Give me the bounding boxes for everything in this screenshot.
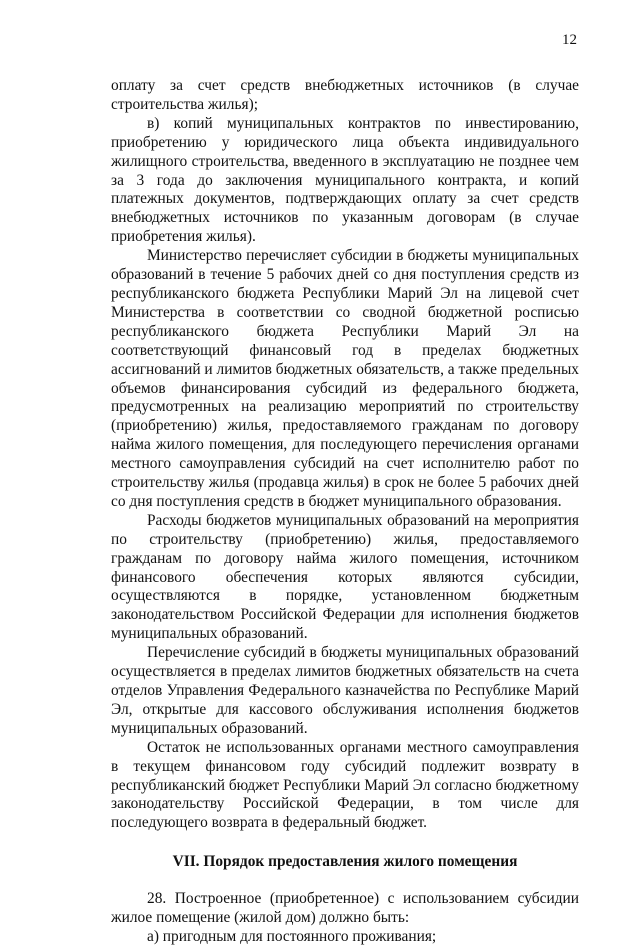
paragraph-28: 28. Построенное (приобретенное) с использованием субсидии жилое помещение (жилой дом) должно быть: — [111, 890, 579, 927]
paragraph-item-a: а) пригодным для постоянного проживания; — [147, 927, 437, 945]
paragraph-expenses: Расходы бюджетов муниципальных образований на мероприятия по строительству (приобретению) жилья, предоставляемого гражданам по договору найма жилого помещения, источником финансового обеспечения которых являются субсидии, осуществляются в порядке, установленном бюджетным законодательством Российской Федерации для исполнения бюджетов муниципальных образований. — [111, 511, 579, 643]
paragraph-continuation: оплату за счет средств внебюджетных источников (в случае строительства жилья); — [111, 77, 579, 113]
paragraph-transfer-limits: Перечисление субсидий в бюджеты муниципальных образований осуществляется в пределах лимитов бюджетных обязательств на счета отделов Управления Федерального казначейства по Республике Марий Эл, открытые для кассового обслуживания исполнения бюджетов муниципальных образований. — [111, 644, 579, 737]
paragraph-unused-balance: Остаток не использованных органами местного самоуправления в текущем финансовом году субсидий подлежит возврату в республиканский бюджет Республики Марий Эл согласно бюджетному законодательству Российской Федерации, в том числе для последующего возврата в федеральный бюджет. — [111, 738, 579, 832]
document-body — [111, 77, 579, 947]
paragraph-item-v: в) копий муниципальных контрактов по инвестированию, приобретению у юридического лица объекта индивидуального жилищного строительства, введенного в эксплуатацию не позднее чем за 3 года до заключения муниципального контракта, и копий платежных документов, подтверждающих оплату за счет средств внебюджетных источников по указанным договорам (в случае приобретения жилья). — [111, 114, 579, 246]
page-number: 12 — [562, 32, 577, 48]
section-heading: VII. Порядок предоставления жилого помещения — [172, 853, 518, 871]
paragraph-ministry-transfer: Министерство перечисляет субсидии в бюджеты муниципальных образований в течение 5 рабочих дней со дня поступления средств из республиканского бюджета Республики Марий Эл на лицевой счет Министерства в соответствии со сводной бюджетной росписью республиканского бюджета Республики Марий Эл на соответствующий финансовый год в пределах бюджетных ассигнований и лимитов бюджетных обязательств, а также предельных объемов финансирования субсидий из федерального бюджета, предусмотренных на реализацию мероприятий по строительству (приобретению) жилья, предоставляемого гражданам по договору найма жилого помещения, для последующего перечисления органами местного самоуправления субсидий на счет исполнителю работ по строительству жилья (продавца жилья) в срок не более 5 рабочих дней со дня поступления средств в бюджет муниципального образования. — [111, 247, 579, 510]
